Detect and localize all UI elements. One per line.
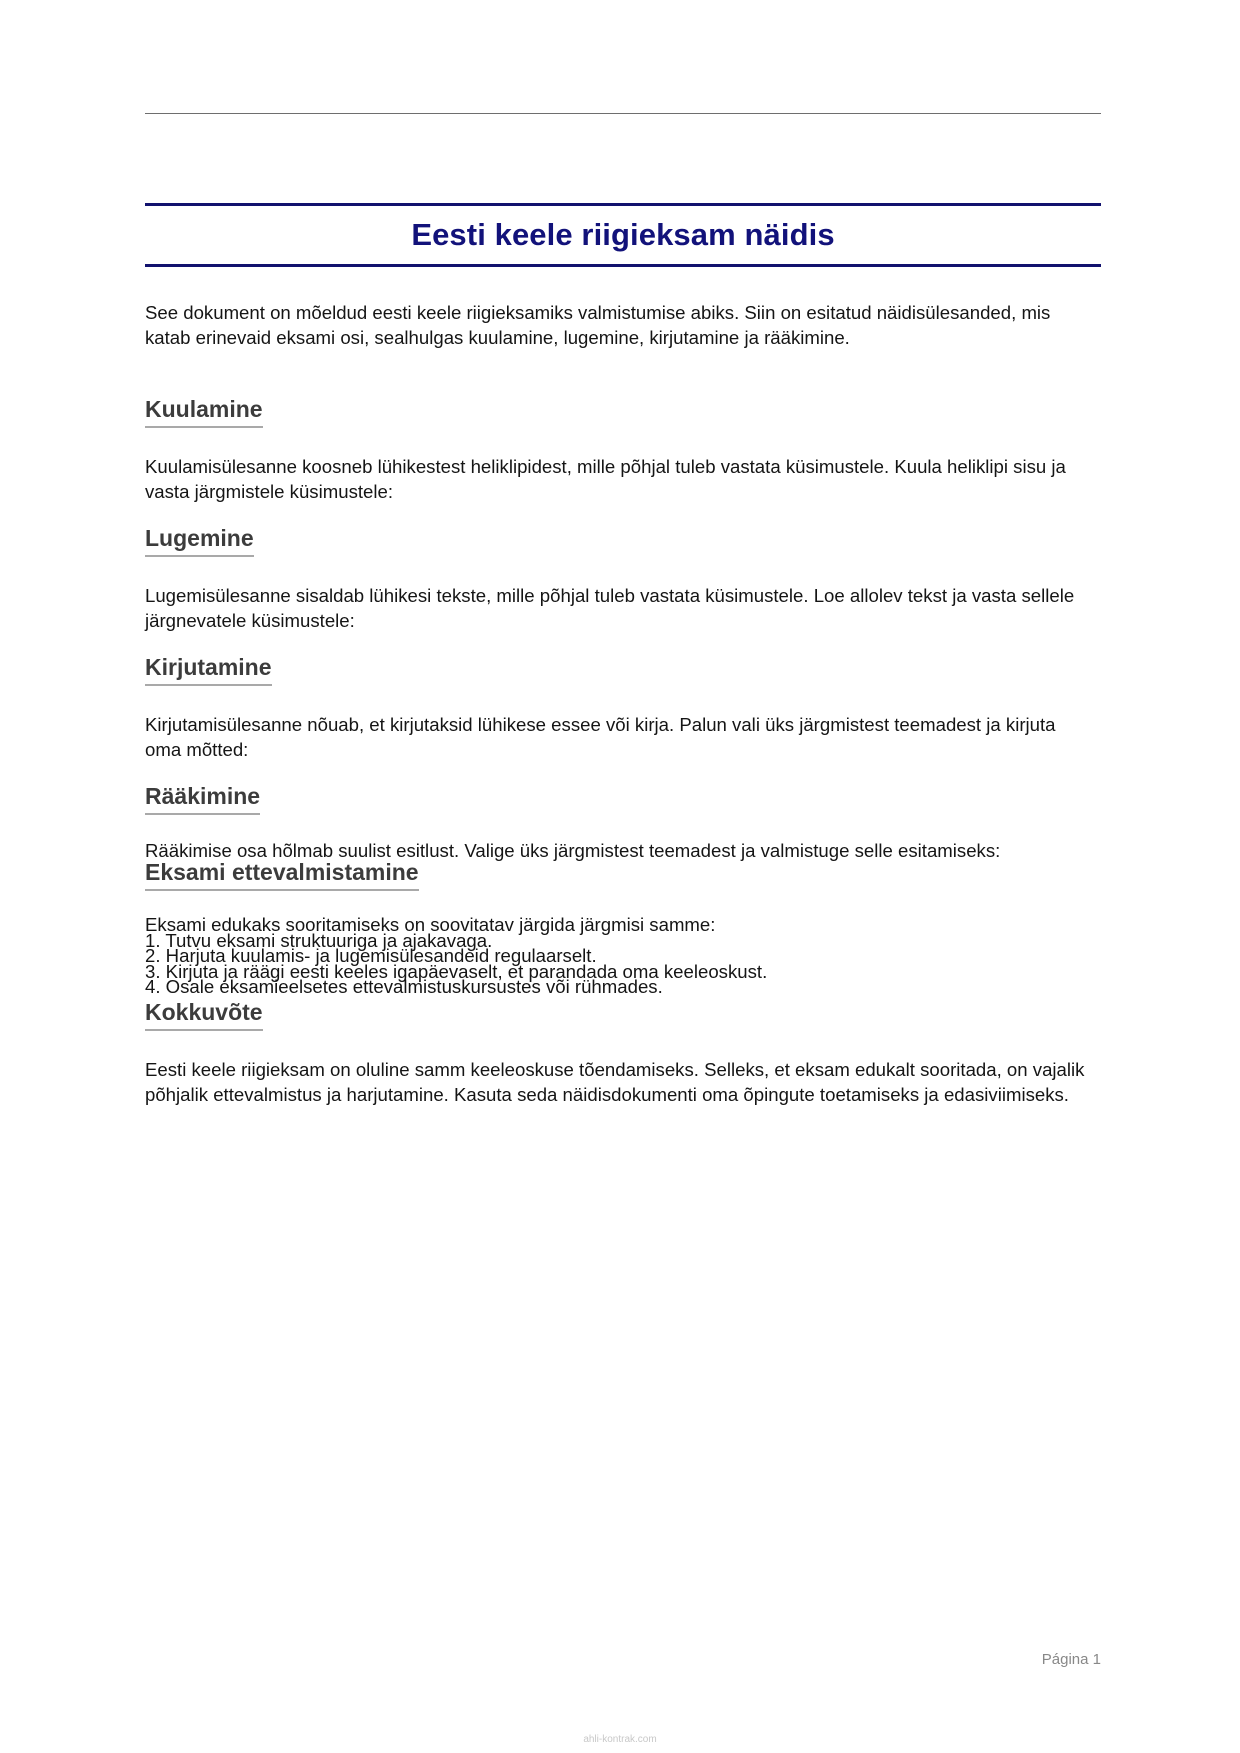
preparation-steps xyxy=(145,914,1095,997)
title-banner xyxy=(145,203,1101,267)
section-text-kokkuvote: Eesti keele riigieksam on oluline samm keeleoskuse tõendamiseks. Selleks, et eksam edukalt sooritada, on vajalik põhjalik ettevalmistus ja harjutamine. Kasuta seda näidisdokumenti oma õpingute toetamiseks ja edasiviimiseks. xyxy=(145,1059,1085,1105)
section-heading-raakimine: Rääkimine xyxy=(145,782,260,815)
header-rule xyxy=(145,113,1101,114)
preparation-intro-line: Eksami edukaks sooritamiseks on soovitatav järgida järgmisi samme: xyxy=(145,914,716,935)
section-text-lugemine: Lugemisülesanne sisaldab lühikesi tekste, mille põhjal tuleb vastata küsimustele. Loe allolev tekst ja vasta sellele järgnevatele küsimustele: xyxy=(145,585,1075,631)
section-text-kuulamine: Kuulamisülesanne koosneb lühikestest heliklipidest, mille põhjal tuleb vastata küsimustele. Kuula heliklipi sisu ja vasta järgmistele küsimustele: xyxy=(145,456,1066,502)
intro-paragraph: See dokument on mõeldud eesti keele riigieksamiks valmistumise abiks. Siin on esitatud näidisülesanded, mis katab erinevaid eksami osi, sealhulgas kuulamine, lugemine, kirjutamine ja rääkimine. xyxy=(145,302,1051,348)
section-heading-kokkuvote: Kokkuvõte xyxy=(145,998,263,1031)
section-heading-kirjutamine: Kirjutamine xyxy=(145,653,272,686)
preparation-step-4: 4. Osale eksamieelsetes ettevalmistuskursustes või rühmades. xyxy=(145,976,663,997)
preparation-step-3: 3. Kirjuta ja räägi eesti keeles igapäevaselt, et parandada oma keeleoskust. xyxy=(145,960,768,982)
section-text-raakimine: Rääkimise osa hõlmab suulist esitlust. Valige üks järgmistest teemadest ja valmistuge selle esitamiseks: xyxy=(145,840,1001,861)
preparation-step-2: 2. Harjuta kuulamis- ja lugemisülesandeid regulaarselt. xyxy=(145,945,597,966)
section-heading-ettevalmistamine: Eksami ettevalmistamine xyxy=(145,858,419,891)
page-number: Página 1 xyxy=(1041,1651,1101,1668)
watermark: ahli-kontrak.com xyxy=(583,1734,657,1745)
section-heading-lugemine: Lugemine xyxy=(145,524,254,557)
preparation-step-1: 1. Tutvu eksami struktuuriga ja ajakavaga. xyxy=(145,929,493,951)
section-text-kirjutamine: Kirjutamisülesanne nõuab, et kirjutaksid lühikese essee või kirja. Palun vali üks järgmistest teemadest ja kirjuta oma mõtted: xyxy=(145,714,1056,760)
document-title: Eesti keele riigieksam näidis xyxy=(411,217,835,252)
section-heading-kuulamine: Kuulamine xyxy=(145,395,263,428)
